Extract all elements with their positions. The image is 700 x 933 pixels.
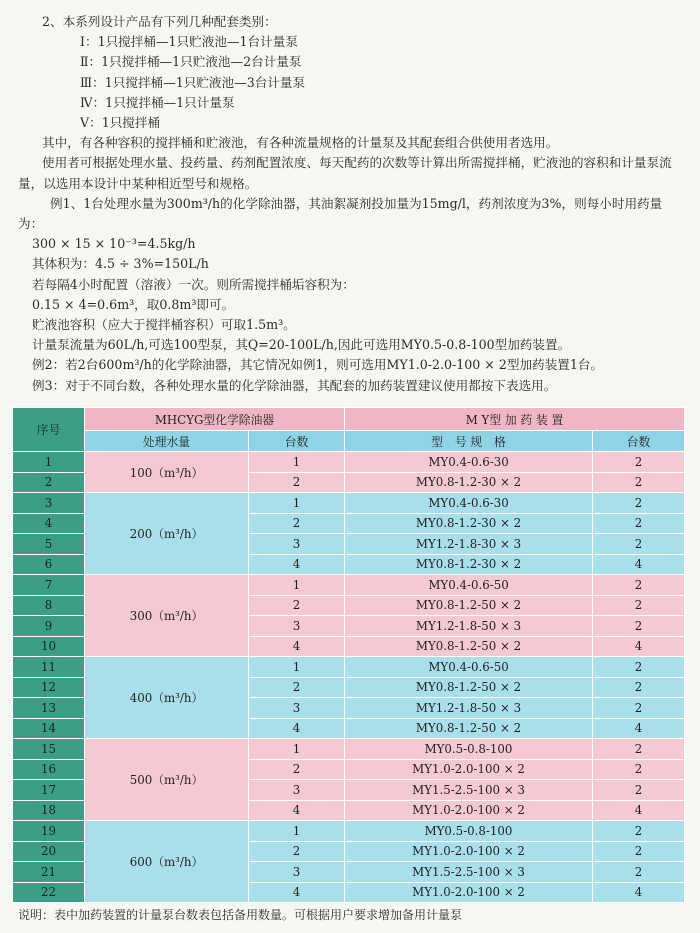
cell-separator-count: 2 bbox=[249, 472, 345, 493]
cell-device-count: 4 bbox=[593, 636, 685, 657]
cell-water-volume: 100（m³/h） bbox=[85, 452, 249, 493]
cell-device-count: 2 bbox=[593, 493, 685, 514]
cell-seq: 1 bbox=[13, 452, 85, 473]
example-1: 例1、1台处理水量为300m³/h的化学除油器，其油絮凝剂投加量为15mg/l，药剂浓度为3%，则每小时用药量为： bbox=[18, 195, 663, 232]
table-row bbox=[13, 657, 685, 678]
cell-separator-count: 1 bbox=[249, 493, 345, 514]
cell-device-count: 2 bbox=[593, 698, 685, 719]
cell-separator-count: 1 bbox=[249, 821, 345, 842]
table-row bbox=[13, 452, 685, 473]
category-5: Ⅴ：1只搅拌桶 bbox=[80, 115, 161, 131]
table-body bbox=[13, 452, 685, 903]
cell-model-spec: MY0.8-1.2-30 × 2 bbox=[345, 513, 593, 534]
cell-device-count: 4 bbox=[593, 554, 685, 575]
table-row bbox=[13, 739, 685, 760]
cell-seq: 17 bbox=[13, 780, 85, 801]
cell-model-spec: MY0.8-1.2-50 × 2 bbox=[345, 595, 593, 616]
intro-heading: 2、本系列设计产品有下列几种配套类别： bbox=[42, 14, 277, 29]
cell-separator-count: 3 bbox=[249, 616, 345, 637]
selection-table bbox=[12, 407, 685, 903]
cell-device-count: 2 bbox=[593, 780, 685, 801]
table-row bbox=[13, 575, 685, 596]
cell-seq: 7 bbox=[13, 575, 85, 596]
intro-text bbox=[18, 12, 682, 396]
cell-seq: 16 bbox=[13, 759, 85, 780]
cell-separator-count: 3 bbox=[249, 862, 345, 883]
cell-separator-count: 3 bbox=[249, 698, 345, 719]
header-separator-count: 台数 bbox=[249, 431, 345, 452]
cell-model-spec: MY1.2-1.8-50 × 3 bbox=[345, 616, 593, 637]
cell-separator-count: 4 bbox=[249, 636, 345, 657]
cell-device-count: 2 bbox=[593, 862, 685, 883]
paragraph-1: 其中，有各种容积的搅拌桶和贮液池，有各种流量规格的计量泵及其配套组合供使用者选用。 bbox=[42, 135, 559, 151]
cell-separator-count: 2 bbox=[249, 595, 345, 616]
cell-device-count: 2 bbox=[593, 472, 685, 493]
header-group-dosing-device: M Y型 加 药 装 置 bbox=[345, 408, 685, 431]
header-seq: 序号 bbox=[13, 408, 85, 452]
cell-model-spec: MY0.4-0.6-50 bbox=[345, 657, 593, 678]
cell-model-spec: MY0.8-1.2-50 × 2 bbox=[345, 636, 593, 657]
cell-device-count: 2 bbox=[593, 575, 685, 596]
header-device-count: 台数 bbox=[593, 431, 685, 452]
cell-device-count: 4 bbox=[593, 800, 685, 821]
calc-line-3: 若每隔4小时配置（溶液）一次。则所需搅拌桶垢容积为： bbox=[32, 276, 355, 292]
cell-separator-count: 1 bbox=[249, 575, 345, 596]
cell-seq: 4 bbox=[13, 513, 85, 534]
cell-water-volume: 300（m³/h） bbox=[85, 575, 249, 657]
cell-seq: 10 bbox=[13, 636, 85, 657]
cell-model-spec: MY1.0-2.0-100 × 2 bbox=[345, 800, 593, 821]
cell-model-spec: MY0.5-0.8-100 bbox=[345, 739, 593, 760]
cell-model-spec: MY0.8-1.2-50 × 2 bbox=[345, 718, 593, 739]
example-3: 例3：对于不同台数，各种处理水量的化学除油器，其配套的加药装置建议使用都按下表选用。 bbox=[32, 377, 557, 393]
cell-seq: 6 bbox=[13, 554, 85, 575]
calc-line-1: 300 × 15 × 10⁻³=4.5kg/h bbox=[32, 236, 196, 252]
cell-model-spec: MY1.0-2.0-100 × 2 bbox=[345, 759, 593, 780]
cell-water-volume: 500（m³/h） bbox=[85, 739, 249, 821]
cell-device-count: 2 bbox=[593, 534, 685, 555]
cell-separator-count: 4 bbox=[249, 800, 345, 821]
header-group-oil-separator: MHCYG型化学除油器 bbox=[85, 408, 345, 431]
header-model-spec: 型 号 规 格 bbox=[345, 431, 593, 452]
category-3: Ⅲ：1只搅拌桶—1只贮液池—3台计量泵 bbox=[80, 74, 306, 90]
calc-line-2: 其体积为：4.5 ÷ 3%=150L/h bbox=[32, 256, 209, 272]
cell-seq: 11 bbox=[13, 657, 85, 678]
cell-water-volume: 400（m³/h） bbox=[85, 657, 249, 739]
cell-model-spec: MY1.0-2.0-100 × 2 bbox=[345, 841, 593, 862]
cell-separator-count: 4 bbox=[249, 718, 345, 739]
category-2: Ⅱ：1只搅拌桶—1只贮液池—2台计量泵 bbox=[80, 54, 302, 70]
cell-seq: 2 bbox=[13, 472, 85, 493]
cell-model-spec: MY0.4-0.6-30 bbox=[345, 452, 593, 473]
cell-model-spec: MY1.2-1.8-30 × 3 bbox=[345, 534, 593, 555]
table-row bbox=[13, 821, 685, 842]
footnote: 说明：表中加药装置的计量泵台数表包括备用数量。可根据用户要求增加备用计量泵 bbox=[18, 908, 463, 922]
cell-seq: 8 bbox=[13, 595, 85, 616]
cell-model-spec: MY0.8-1.2-30 × 2 bbox=[345, 472, 593, 493]
cell-seq: 15 bbox=[13, 739, 85, 760]
cell-separator-count: 1 bbox=[249, 657, 345, 678]
cell-model-spec: MY0.4-0.6-30 bbox=[345, 493, 593, 514]
cell-device-count: 4 bbox=[593, 718, 685, 739]
cell-device-count: 2 bbox=[593, 677, 685, 698]
cell-seq: 5 bbox=[13, 534, 85, 555]
cell-device-count: 2 bbox=[593, 657, 685, 678]
cell-separator-count: 2 bbox=[249, 677, 345, 698]
calc-line-4: 0.15 × 4=0.6m³，取0.8m³即可。 bbox=[32, 296, 235, 312]
cell-seq: 3 bbox=[13, 493, 85, 514]
cell-device-count: 2 bbox=[593, 452, 685, 473]
cell-separator-count: 4 bbox=[249, 554, 345, 575]
cell-device-count: 4 bbox=[593, 882, 685, 903]
cell-separator-count: 2 bbox=[249, 759, 345, 780]
cell-separator-count: 1 bbox=[249, 739, 345, 760]
cell-seq: 18 bbox=[13, 800, 85, 821]
cell-seq: 9 bbox=[13, 616, 85, 637]
category-1: Ⅰ：1只搅拌桶—1只贮液池—1台计量泵 bbox=[80, 34, 298, 50]
cell-separator-count: 1 bbox=[249, 452, 345, 473]
category-4: Ⅳ：1只搅拌桶—1只计量泵 bbox=[80, 94, 235, 110]
cell-model-spec: MY0.8-1.2-30 × 2 bbox=[345, 554, 593, 575]
cell-separator-count: 2 bbox=[249, 841, 345, 862]
header-water-volume: 处理水量 bbox=[85, 431, 249, 452]
cell-separator-count: 3 bbox=[249, 534, 345, 555]
cell-seq: 21 bbox=[13, 862, 85, 883]
cell-seq: 14 bbox=[13, 718, 85, 739]
cell-device-count: 2 bbox=[593, 759, 685, 780]
cell-separator-count: 3 bbox=[249, 780, 345, 801]
table-row bbox=[13, 493, 685, 514]
cell-device-count: 2 bbox=[593, 513, 685, 534]
cell-seq: 20 bbox=[13, 841, 85, 862]
cell-model-spec: MY0.4-0.6-50 bbox=[345, 575, 593, 596]
calc-line-5: 贮液池容积（应大于搅拌桶容积）可取1.5m³。 bbox=[32, 317, 296, 333]
example-2: 例2：若2台600m³/h的化学除油器，其它情况如例1，则可选用MY1.0-2.0-100 × 2型加药装置1台。 bbox=[32, 357, 604, 373]
cell-device-count: 2 bbox=[593, 595, 685, 616]
cell-separator-count: 4 bbox=[249, 882, 345, 903]
cell-device-count: 2 bbox=[593, 739, 685, 760]
cell-model-spec: MY0.8-1.2-50 × 2 bbox=[345, 677, 593, 698]
cell-device-count: 2 bbox=[593, 841, 685, 862]
cell-model-spec: MY0.5-0.8-100 bbox=[345, 821, 593, 842]
cell-water-volume: 600（m³/h） bbox=[85, 821, 249, 903]
cell-device-count: 2 bbox=[593, 821, 685, 842]
cell-seq: 13 bbox=[13, 698, 85, 719]
cell-model-spec: MY1.0-2.0-100 × 2 bbox=[345, 882, 593, 903]
cell-model-spec: MY1.2-1.8-50 × 3 bbox=[345, 698, 593, 719]
cell-seq: 12 bbox=[13, 677, 85, 698]
cell-separator-count: 2 bbox=[249, 513, 345, 534]
cell-water-volume: 200（m³/h） bbox=[85, 493, 249, 575]
cell-model-spec: MY1.5-2.5-100 × 3 bbox=[345, 862, 593, 883]
cell-seq: 22 bbox=[13, 882, 85, 903]
calc-line-6: 计量泵流量为60L/h,可选100型泵，其Q=20-100L/h,因此可选用MY0.5-0.8-100型加药装置。 bbox=[32, 337, 571, 353]
paragraph-2: 使用者可根据处理水量、投药量、药剂配置浓度、每天配药的次数等计算出所需搅拌桶，贮液池的容积和计量泵流量，以选用本设计中某种相近型号和规格。 bbox=[18, 155, 672, 191]
cell-device-count: 2 bbox=[593, 616, 685, 637]
cell-seq: 19 bbox=[13, 821, 85, 842]
cell-model-spec: MY1.5-2.5-100 × 3 bbox=[345, 780, 593, 801]
